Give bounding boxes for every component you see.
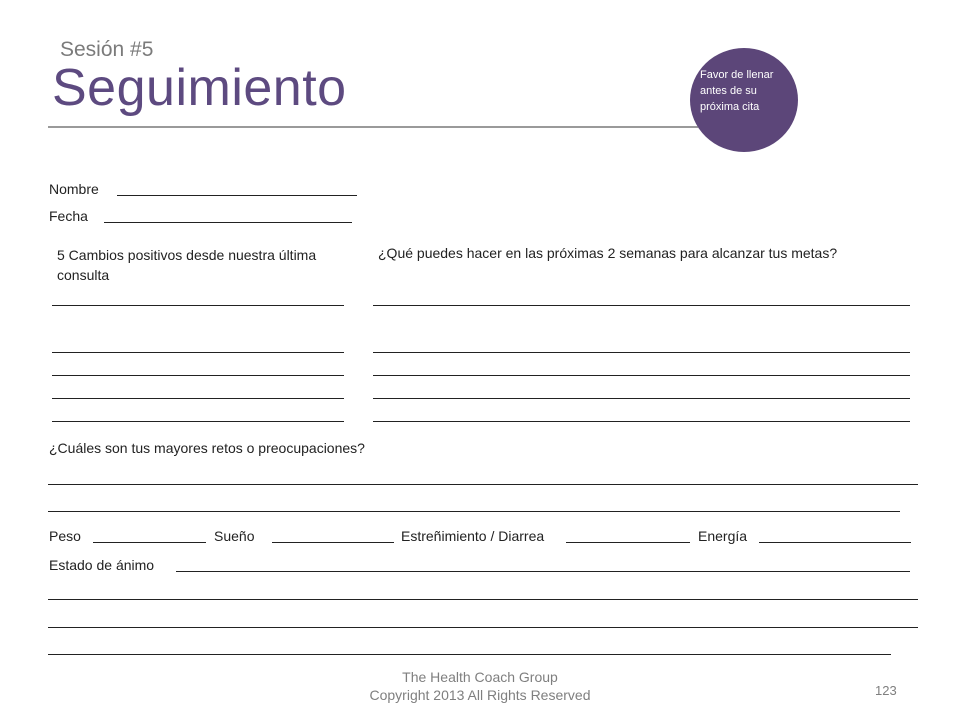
retos-line-2[interactable] <box>48 511 900 512</box>
reminder-badge-text: Favor de llenar antes de su próxima cita <box>700 69 774 113</box>
footer-company: The Health Coach Group <box>402 669 558 685</box>
sueno-field[interactable] <box>272 542 394 543</box>
page-title: Seguimiento <box>52 59 347 117</box>
estrenimiento-label: Estreñimiento / Diarrea <box>401 528 545 544</box>
footer <box>330 668 630 704</box>
cambios-positivos-label: 5 Cambios positivos desde nuestra última consulta <box>57 247 317 283</box>
meta-line-4[interactable] <box>373 398 910 399</box>
retos-line-1[interactable] <box>48 484 918 485</box>
title-divider <box>48 126 698 128</box>
fecha-label: Fecha <box>49 208 88 224</box>
footer-copyright: Copyright 2013 All Rights Reserved <box>369 687 591 703</box>
peso-label: Peso <box>49 528 81 544</box>
estado-animo-label: Estado de ánimo <box>49 557 155 573</box>
meta-line-1[interactable] <box>373 305 910 306</box>
cambio-line-1[interactable] <box>52 305 344 306</box>
cambio-line-5[interactable] <box>52 421 344 422</box>
peso-field[interactable] <box>93 542 206 543</box>
nombre-label: Nombre <box>49 181 99 197</box>
notas-line-1[interactable] <box>48 599 918 600</box>
page-number: 123 <box>875 683 897 698</box>
energia-label: Energía <box>698 528 748 544</box>
notas-line-2[interactable] <box>48 627 918 628</box>
fecha-field[interactable] <box>104 222 352 223</box>
meta-line-3[interactable] <box>373 375 910 376</box>
cambio-line-2[interactable] <box>52 352 344 353</box>
cambio-line-4[interactable] <box>52 398 344 399</box>
proximas-semanas-label: ¿Qué puedes hacer en las próximas 2 semanas para alcanzar tus metas? <box>378 245 838 261</box>
retos-label: ¿Cuáles son tus mayores retos o preocupaciones? <box>49 440 365 456</box>
meta-line-5[interactable] <box>373 421 910 422</box>
estrenimiento-field[interactable] <box>566 542 690 543</box>
estado-animo-field[interactable] <box>176 571 910 572</box>
session-label: Sesión #5 <box>60 38 154 61</box>
energia-field[interactable] <box>759 542 911 543</box>
meta-line-2[interactable] <box>373 352 910 353</box>
sueno-label: Sueño <box>214 528 255 544</box>
nombre-field[interactable] <box>117 195 357 196</box>
notas-line-3[interactable] <box>48 654 891 655</box>
cambio-line-3[interactable] <box>52 375 344 376</box>
